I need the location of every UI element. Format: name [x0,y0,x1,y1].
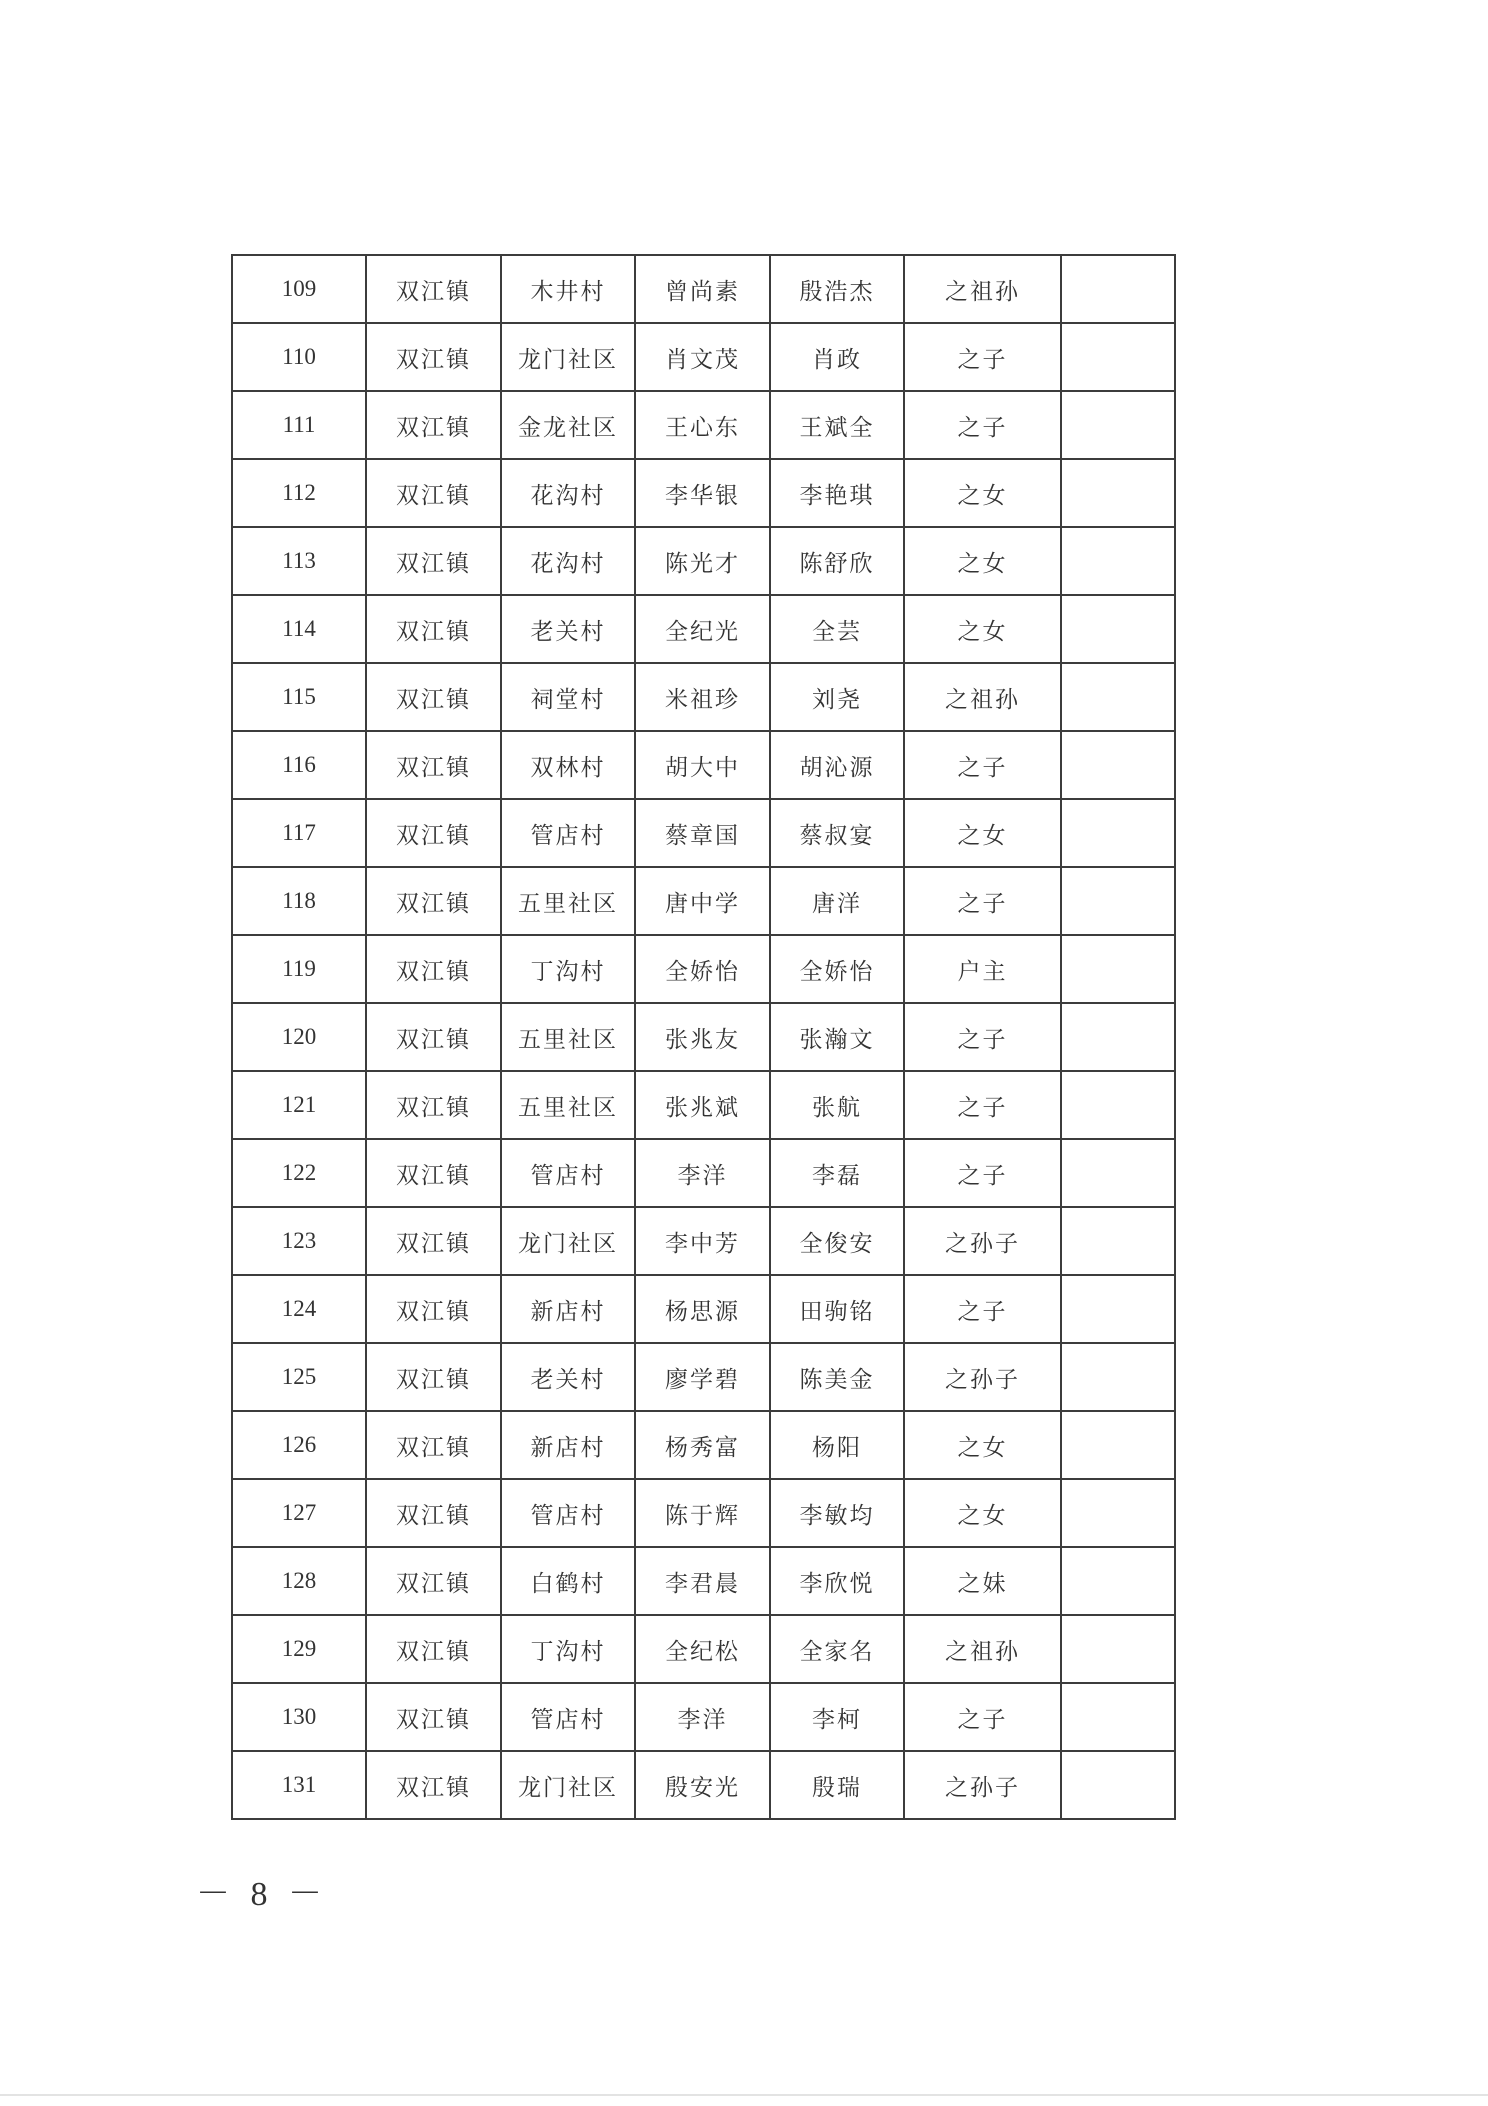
table-row [232,1207,1175,1275]
student-name-cell: 刘尧 [770,663,904,731]
note-cell [1061,799,1175,867]
relation-cell: 之子 [904,1071,1061,1139]
row-number-cell: 130 [232,1683,366,1751]
relation-cell: 之祖孙 [904,663,1061,731]
applicant-name-cell: 唐中学 [635,867,770,935]
table-row [232,799,1175,867]
town-cell: 双江镇 [366,731,501,799]
table-row [232,527,1175,595]
note-cell [1061,527,1175,595]
town-cell: 双江镇 [366,867,501,935]
town-cell: 双江镇 [366,1003,501,1071]
village-cell: 双林村 [501,731,635,799]
note-cell [1061,391,1175,459]
table-row [232,1275,1175,1343]
village-cell: 五里社区 [501,867,635,935]
row-number-cell: 128 [232,1547,366,1615]
row-number-cell: 113 [232,527,366,595]
row-number-cell: 115 [232,663,366,731]
village-cell: 管店村 [501,1139,635,1207]
note-cell [1061,1615,1175,1683]
town-cell: 双江镇 [366,799,501,867]
student-name-cell: 李欣悦 [770,1547,904,1615]
row-number-cell: 121 [232,1071,366,1139]
bottom-scan-edge [0,2094,1488,2096]
applicant-name-cell: 张兆斌 [635,1071,770,1139]
note-cell [1061,459,1175,527]
town-cell: 双江镇 [366,1071,501,1139]
note-cell [1061,1071,1175,1139]
student-name-cell: 陈舒欣 [770,527,904,595]
applicant-name-cell: 全纪松 [635,1615,770,1683]
applicant-name-cell: 全纪光 [635,595,770,663]
note-cell [1061,1411,1175,1479]
table-row [232,255,1175,323]
student-name-cell: 唐洋 [770,867,904,935]
village-cell: 管店村 [501,1683,635,1751]
village-cell: 金龙社区 [501,391,635,459]
relation-cell: 之子 [904,1139,1061,1207]
student-name-cell: 王斌全 [770,391,904,459]
relation-cell: 之孙子 [904,1207,1061,1275]
row-number-cell: 111 [232,391,366,459]
note-cell [1061,255,1175,323]
town-cell: 双江镇 [366,459,501,527]
town-cell: 双江镇 [366,391,501,459]
relation-cell: 之女 [904,595,1061,663]
row-number-cell: 124 [232,1275,366,1343]
village-cell: 祠堂村 [501,663,635,731]
note-cell [1061,1343,1175,1411]
row-number-cell: 117 [232,799,366,867]
town-cell: 双江镇 [366,1683,501,1751]
row-number-cell: 122 [232,1139,366,1207]
relation-cell: 之祖孙 [904,255,1061,323]
village-cell: 木井村 [501,255,635,323]
table-row [232,323,1175,391]
applicant-name-cell: 殷安光 [635,1751,770,1819]
village-cell: 花沟村 [501,459,635,527]
note-cell [1061,595,1175,663]
table-row [232,867,1175,935]
village-cell: 新店村 [501,1275,635,1343]
village-cell: 五里社区 [501,1071,635,1139]
relation-cell: 之女 [904,1479,1061,1547]
village-cell: 老关村 [501,1343,635,1411]
relation-cell: 之女 [904,1411,1061,1479]
student-name-cell: 田驹铭 [770,1275,904,1343]
note-cell [1061,1275,1175,1343]
town-cell: 双江镇 [366,1275,501,1343]
row-number-cell: 119 [232,935,366,1003]
applicant-name-cell: 廖学碧 [635,1343,770,1411]
student-name-cell: 李艳琪 [770,459,904,527]
student-name-cell: 李敏均 [770,1479,904,1547]
applicant-name-cell: 张兆友 [635,1003,770,1071]
note-cell [1061,1139,1175,1207]
table-row [232,1547,1175,1615]
row-number-cell: 114 [232,595,366,663]
row-number-cell: 123 [232,1207,366,1275]
town-cell: 双江镇 [366,255,501,323]
table-row [232,1003,1175,1071]
student-name-cell: 李柯 [770,1683,904,1751]
row-number-cell: 116 [232,731,366,799]
applicant-name-cell: 胡大中 [635,731,770,799]
student-name-cell: 胡沁源 [770,731,904,799]
student-name-cell: 肖政 [770,323,904,391]
applicant-name-cell: 陈于辉 [635,1479,770,1547]
applicant-name-cell: 李中芳 [635,1207,770,1275]
student-name-cell: 蔡叔宴 [770,799,904,867]
village-cell: 老关村 [501,595,635,663]
note-cell [1061,1207,1175,1275]
relation-cell: 之子 [904,867,1061,935]
row-number-cell: 110 [232,323,366,391]
relation-cell: 之祖孙 [904,1615,1061,1683]
page-number: － 8 － [196,1876,328,1913]
relation-cell: 之女 [904,799,1061,867]
town-cell: 双江镇 [366,1751,501,1819]
row-number-cell: 126 [232,1411,366,1479]
village-cell: 管店村 [501,1479,635,1547]
village-cell: 丁沟村 [501,1615,635,1683]
table-row [232,663,1175,731]
applicant-name-cell: 李华银 [635,459,770,527]
applicant-name-cell: 米祖珍 [635,663,770,731]
relation-cell: 之女 [904,459,1061,527]
relation-cell: 之孙子 [904,1751,1061,1819]
applicant-name-cell: 陈光才 [635,527,770,595]
table-row [232,1343,1175,1411]
relation-cell: 之子 [904,1003,1061,1071]
village-cell: 花沟村 [501,527,635,595]
note-cell [1061,867,1175,935]
village-cell: 白鹤村 [501,1547,635,1615]
applicant-name-cell: 李君晨 [635,1547,770,1615]
note-cell [1061,663,1175,731]
table-row [232,1479,1175,1547]
relation-cell: 之子 [904,323,1061,391]
student-name-cell: 杨阳 [770,1411,904,1479]
row-number-cell: 118 [232,867,366,935]
table-row [232,391,1175,459]
village-cell: 丁沟村 [501,935,635,1003]
applicant-name-cell: 李洋 [635,1139,770,1207]
town-cell: 双江镇 [366,1547,501,1615]
town-cell: 双江镇 [366,663,501,731]
student-name-cell: 全芸 [770,595,904,663]
relation-cell: 之子 [904,731,1061,799]
town-cell: 双江镇 [366,1479,501,1547]
applicant-name-cell: 肖文茂 [635,323,770,391]
village-cell: 龙门社区 [501,1751,635,1819]
table-row [232,595,1175,663]
row-number-cell: 125 [232,1343,366,1411]
student-name-cell: 殷瑞 [770,1751,904,1819]
roster-table-body [232,255,1175,1819]
note-cell [1061,1751,1175,1819]
town-cell: 双江镇 [366,1139,501,1207]
table-row [232,459,1175,527]
village-cell: 五里社区 [501,1003,635,1071]
roster-table [231,254,1176,1820]
town-cell: 双江镇 [366,1411,501,1479]
town-cell: 双江镇 [366,935,501,1003]
row-number-cell: 120 [232,1003,366,1071]
village-cell: 管店村 [501,799,635,867]
applicant-name-cell: 李洋 [635,1683,770,1751]
student-name-cell: 陈美金 [770,1343,904,1411]
row-number-cell: 129 [232,1615,366,1683]
town-cell: 双江镇 [366,527,501,595]
note-cell [1061,323,1175,391]
note-cell [1061,1683,1175,1751]
town-cell: 双江镇 [366,323,501,391]
row-number-cell: 127 [232,1479,366,1547]
village-cell: 新店村 [501,1411,635,1479]
note-cell [1061,731,1175,799]
row-number-cell: 112 [232,459,366,527]
relation-cell: 之孙子 [904,1343,1061,1411]
student-name-cell: 张航 [770,1071,904,1139]
table-row [232,731,1175,799]
town-cell: 双江镇 [366,595,501,663]
student-name-cell: 张瀚文 [770,1003,904,1071]
village-cell: 龙门社区 [501,1207,635,1275]
student-name-cell: 全俊安 [770,1207,904,1275]
row-number-cell: 109 [232,255,366,323]
note-cell [1061,1547,1175,1615]
table-row [232,1071,1175,1139]
student-name-cell: 殷浩杰 [770,255,904,323]
town-cell: 双江镇 [366,1207,501,1275]
table-row [232,1615,1175,1683]
relation-cell: 之子 [904,1683,1061,1751]
student-name-cell: 全娇怡 [770,935,904,1003]
relation-cell: 之妹 [904,1547,1061,1615]
relation-cell: 户主 [904,935,1061,1003]
student-name-cell: 李磊 [770,1139,904,1207]
applicant-name-cell: 王心东 [635,391,770,459]
table-row [232,1751,1175,1819]
table-row [232,1139,1175,1207]
table-row [232,1683,1175,1751]
row-number-cell: 131 [232,1751,366,1819]
note-cell [1061,1479,1175,1547]
table-row [232,935,1175,1003]
town-cell: 双江镇 [366,1615,501,1683]
applicant-name-cell: 杨思源 [635,1275,770,1343]
relation-cell: 之子 [904,1275,1061,1343]
village-cell: 龙门社区 [501,323,635,391]
applicant-name-cell: 杨秀富 [635,1411,770,1479]
note-cell [1061,935,1175,1003]
applicant-name-cell: 全娇怡 [635,935,770,1003]
table-row [232,1411,1175,1479]
note-cell [1061,1003,1175,1071]
relation-cell: 之女 [904,527,1061,595]
student-name-cell: 全家名 [770,1615,904,1683]
applicant-name-cell: 蔡章国 [635,799,770,867]
applicant-name-cell: 曾尚素 [635,255,770,323]
town-cell: 双江镇 [366,1343,501,1411]
relation-cell: 之子 [904,391,1061,459]
